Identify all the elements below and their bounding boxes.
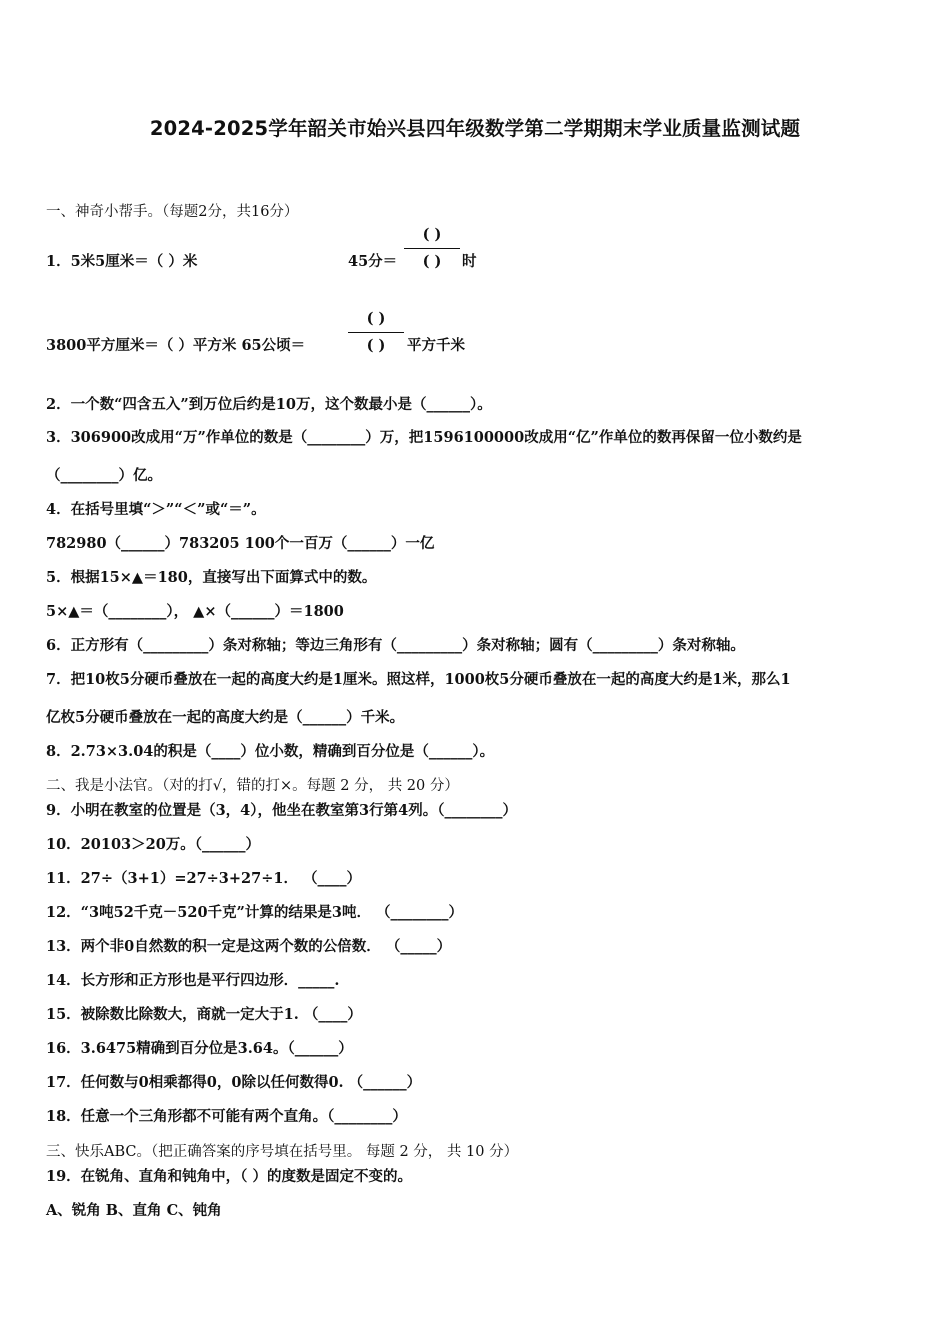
question-16: 16．3.6475精确到百分位是3.64。（______） [46,1040,353,1057]
question-17: 17．任何数与0相乘都得0，0除以任何数得0. （______） [46,1074,422,1091]
question-1c: 3800平方厘米＝（ ）平方米 65公顷＝ [46,337,306,354]
question-8: 8．2.73×3.04的积是（____）位小数，精确到百分位是（______）。 [46,743,495,760]
question-18: 18．任意一个三角形都不可能有两个直角。（________） [46,1108,407,1125]
question-1a: 1．5米5厘米＝（ ）米 [46,253,198,270]
fraction-1d-denominator: ( ) [366,337,386,354]
question-6: 6．正方形有（_________）条对称轴；等边三角形有（_________）条对称轴；圆有（_________）条对称轴。 [46,637,745,654]
question-1b-suffix: 时 [462,253,477,270]
question-7b: 亿枚5分硬币叠放在一起的高度大约是（______）千米。 [46,709,405,726]
fraction-1b-numerator: ( ) [422,226,442,243]
question-15: 15．被除数比除数大，商就一定大于1. （____） [46,1006,362,1023]
question-5b: 5×▲＝（________）， ▲×（______）＝1800 [46,603,344,620]
question-3a: 3．306900改成用“万”作单位的数是（________）万，把1596100000改成用“亿”作单位的数再保留一位小数约是 [46,429,802,446]
question-1d-suffix: 平方千米 [407,337,465,354]
question-9: 9．小明在教室的位置是（3，4），他坐在教室第3行第4列。（________） [46,802,517,819]
question-12: 12．“3吨52千克－520千克”计算的结果是3吨． （________） [46,904,464,921]
fraction-bar [348,332,404,333]
question-1b-prefix: 45分＝ [348,253,398,270]
question-19: 19．在锐角、直角和钝角中，（ ）的度数是固定不变的。 [46,1168,412,1185]
section-2-heading: 二、我是小法官。（对的打√，错的打×。每题 2 分， 共 20 分） [46,778,459,794]
question-7a: 7．把10枚5分硬币叠放在一起的高度大约是1厘米。照这样，1000枚5分硬币叠放在一起的高度大约是1米，那么1 [46,671,791,688]
question-5: 5．根据15×▲＝180，直接写出下面算式中的数。 [46,569,377,586]
question-19-options: A、锐角 B、直角 C、钝角 [46,1202,222,1219]
fraction-bar [404,248,460,249]
question-4b: 782980（______）783205 100个一百万（______）一亿 [46,535,435,552]
fraction-1d [348,310,404,355]
question-2: 2．一个数“四含五入”到万位后约是10万，这个数最小是（______）。 [46,396,492,413]
question-13: 13．两个非0自然数的积一定是这两个数的公倍数． （_____） [46,938,452,955]
question-3b: （________）亿。 [46,467,162,484]
question-4: 4．在括号里填“＞”“＜”或“＝”。 [46,501,266,518]
section-3-heading: 三、快乐ABC。（把正确答案的序号填在括号里。 每题 2 分， 共 10 分） [46,1144,519,1160]
fraction-1d-numerator: ( ) [366,310,386,327]
question-14: 14．长方形和正方形也是平行四边形．_____. [46,972,340,989]
page-title: 2024-2025学年韶关市始兴县四年级数学第二学期期末学业质量监测试题 [149,117,801,140]
fraction-1b-denominator: ( ) [422,253,442,270]
question-10: 10．20103＞20万。（______） [46,836,261,853]
section-1-heading: 一、神奇小帮手。（每题2分，共16分） [46,204,299,220]
question-11: 11．27÷（3+1）=27÷3+27÷1． （____） [46,870,362,887]
fraction-1b [404,226,460,271]
